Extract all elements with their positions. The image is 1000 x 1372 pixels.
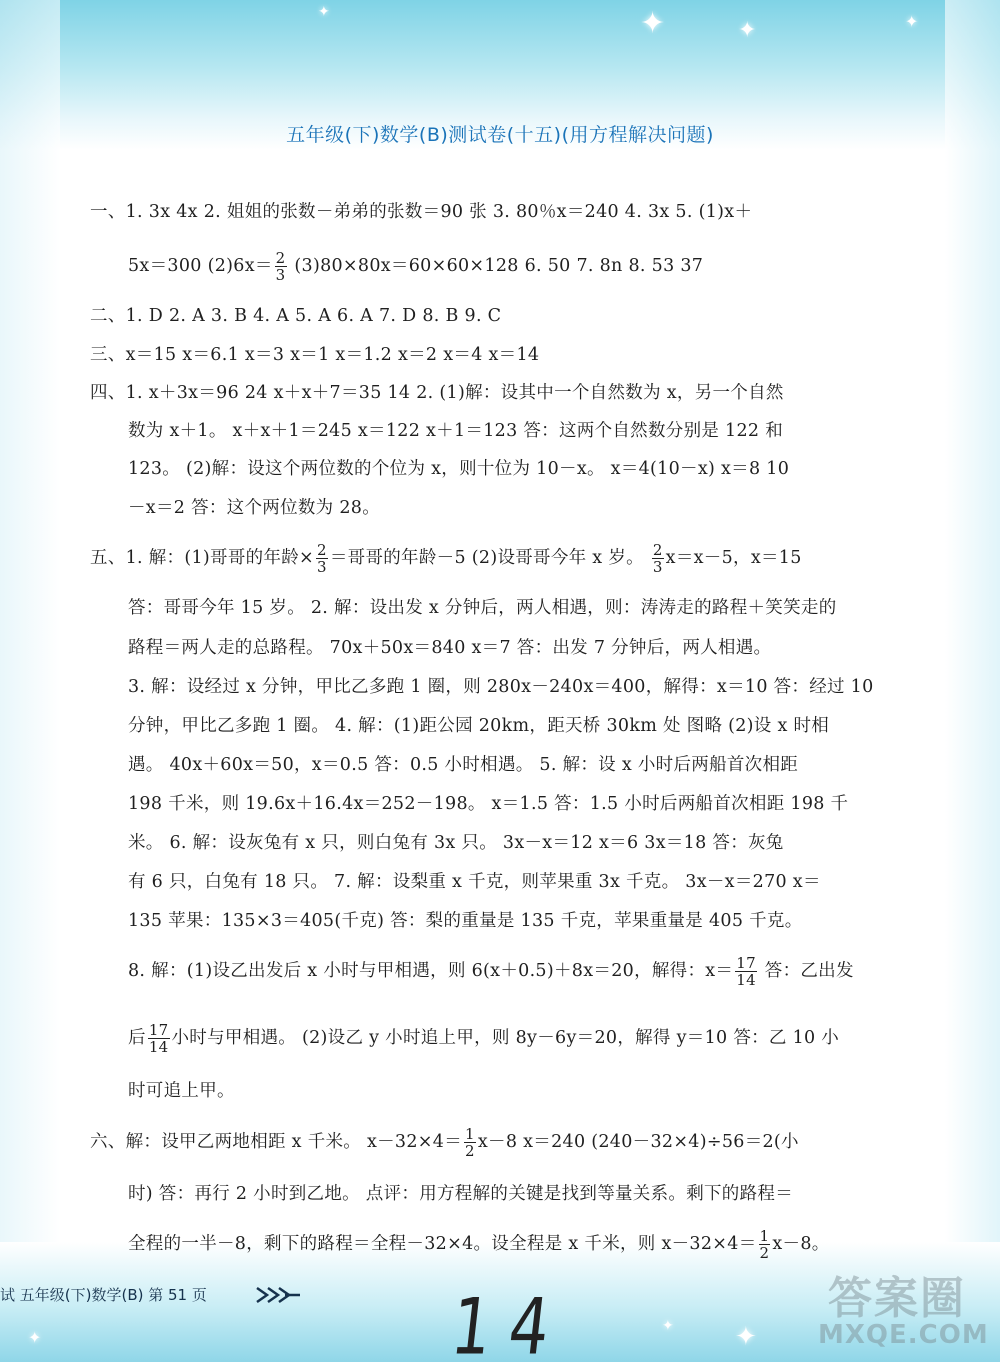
arrows-icon bbox=[255, 1284, 301, 1310]
fraction-denominator: 14 bbox=[736, 971, 756, 989]
answer-text: 答：乙出发 bbox=[758, 961, 854, 981]
fraction-numerator: 1 bbox=[465, 1125, 475, 1143]
answer-text: 五、1. 解：(1)哥哥的年龄× bbox=[90, 548, 315, 568]
fraction-denominator: 3 bbox=[317, 558, 327, 576]
answer-line: 一、1. 3x 4x 2. 姐姐的张数－弟弟的张数＝90 张 3. 80％x＝240 4. 3x 5. (1)x＋ bbox=[90, 202, 753, 222]
answer-text: x－8 x＝240 (240－32×4)÷56＝2(小 bbox=[477, 1132, 799, 1152]
fraction-denominator: 2 bbox=[759, 1244, 770, 1262]
sparkle-icon: ✦ bbox=[738, 18, 757, 43]
answer-line: 123。 (2)解：设这个两位数的个位为 x，则十位为 10－x。 x＝4(10－x) x＝8 10 bbox=[128, 459, 790, 479]
fraction-numerator: 2 bbox=[317, 541, 327, 559]
sparkle-icon: ✦ bbox=[28, 1328, 42, 1347]
fraction bbox=[464, 1126, 476, 1159]
fraction-numerator: 2 bbox=[275, 249, 286, 267]
answer-line bbox=[90, 1126, 922, 1159]
fraction-denominator: 2 bbox=[465, 1142, 475, 1160]
sparkle-icon: ✦ bbox=[735, 1322, 757, 1352]
fraction-numerator: 17 bbox=[736, 954, 756, 972]
fraction bbox=[316, 542, 328, 575]
answer-text: 5x＝300 (2)6x＝ bbox=[128, 256, 273, 276]
fraction bbox=[652, 542, 664, 575]
answer-text: 8. 解：(1)设乙出发后 x 小时与甲相遇，则 6(x＋0.5)＋8x＝20，解得：x＝ bbox=[128, 961, 734, 981]
answer-line bbox=[128, 955, 922, 988]
sparkle-icon: ✦ bbox=[640, 6, 666, 41]
answer-text: 小时与甲相遇。 (2)设乙 y 小时追上甲，则 8y－6y＝20，解得 y＝10 答：乙 10 小 bbox=[171, 1028, 840, 1048]
answer-line: 二、1. D 2. A 3. B 4. A 5. A 6. A 7. D 8. B 9. C bbox=[90, 306, 502, 326]
answer-line: －x＝2 答：这个两位数为 28。 bbox=[128, 498, 380, 518]
answer-line: 数为 x＋1。 x＋x＋1＝245 x＝122 x＋1＝123 答：这两个自然数分别是 122 和 bbox=[128, 421, 783, 441]
fraction bbox=[275, 250, 287, 283]
sparkle-icon: ✦ bbox=[905, 12, 919, 31]
answer-line: 分钟，甲比乙多跑 1 圈。 4. 解：(1)距公园 20km，距天桥 30km 处 图略 (2)设 x 时相 bbox=[128, 716, 830, 736]
fraction-denominator: 14 bbox=[148, 1038, 169, 1056]
watermark-url: MXQE.COM bbox=[818, 1320, 989, 1350]
answer-line: 时) 答：再行 2 小时到乙地。 点评：用方程解的关键是找到等量关系。剩下的路程＝ bbox=[128, 1184, 794, 1204]
answer-line: 3. 解：设经过 x 分钟，甲比乙多跑 1 圈，则 280x－240x＝400，解得：x＝10 答：经过 10 bbox=[128, 677, 874, 697]
answer-line: 135 苹果：135×3＝405(千克) 答：梨的重量是 135 千克，苹果重量是 405 千克。 bbox=[128, 911, 803, 931]
answer-line bbox=[128, 1022, 922, 1055]
fraction-numerator: 1 bbox=[759, 1227, 770, 1245]
answer-line: 三、x＝15 x＝6.1 x＝3 x＝1 x＝1.2 x＝2 x＝4 x＝14 bbox=[90, 345, 540, 365]
footer-text: 试 五年级(下)数学(B) 第 51 页 bbox=[0, 1286, 207, 1304]
answer-line bbox=[128, 1228, 922, 1261]
fraction bbox=[148, 1022, 170, 1055]
fraction-denominator: 3 bbox=[652, 558, 663, 576]
right-decorative-band bbox=[945, 0, 1000, 1362]
answer-text: x－8。 bbox=[772, 1234, 830, 1254]
answer-text: 后 bbox=[128, 1028, 146, 1048]
page-title: 五年级(下)数学(B)测试卷(十五)(用方程解决问题) bbox=[286, 124, 714, 146]
left-decorative-band bbox=[0, 0, 60, 1362]
answer-line bbox=[90, 542, 922, 575]
answer-line: 路程＝两人走的总路程。 70x＋50x＝840 x＝7 答：出发 7 分钟后，两人相遇。 bbox=[128, 638, 772, 658]
answer-line: 答：哥哥今年 15 岁。 2. 解：设出发 x 分钟后，两人相遇，则：涛涛走的路程＋笑笑走的 bbox=[128, 598, 837, 618]
answer-line bbox=[128, 250, 922, 283]
fraction-numerator: 2 bbox=[652, 541, 663, 559]
sparkle-icon: ✦ bbox=[662, 1318, 674, 1334]
answer-text: 六、解：设甲乙两地相距 x 千米。 x－32×4＝ bbox=[90, 1132, 462, 1152]
fraction-denominator: 3 bbox=[275, 266, 286, 284]
answer-text: 全程的一半－8，剩下的路程＝全程－32×4。设全程是 x 千米，则 x－32×4＝ bbox=[128, 1234, 757, 1254]
answer-text: x＝x－5，x＝15 bbox=[665, 548, 802, 568]
watermark bbox=[788, 1262, 988, 1357]
answer-line: 有 6 只，白兔有 18 只。 7. 解：设梨重 x 千克，则苹果重 3x 千克。 3x－x＝270 x＝ bbox=[128, 872, 821, 892]
handwritten-page-number: 14 bbox=[446, 1280, 573, 1372]
answer-line: 米。 6. 解：设灰兔有 x 只，则白兔有 3x 只。 3x－x＝12 x＝6 3x＝18 答：灰兔 bbox=[128, 833, 784, 853]
answer-line: 198 千米，则 19.6x＋16.4x＝252－198。 x＝1.5 答：1.5 小时后两船首次相距 198 千 bbox=[128, 794, 849, 814]
answer-line: 四、1. x＋3x＝96 24 x＋x＋7＝35 14 2. (1)解：设其中一个自然数为 x，另一个自然 bbox=[90, 383, 784, 403]
answer-text: (3)80×80x＝60×60×128 6. 50 7. 8n 8. 53 37 bbox=[288, 256, 704, 276]
fraction bbox=[759, 1228, 771, 1261]
answer-line: 遇。 40x＋60x＝50，x＝0.5 答：0.5 小时相遇。 5. 解：设 x 小时后两船首次相距 bbox=[128, 755, 799, 775]
answer-text: ＝哥哥的年龄－5 (2)设哥哥今年 x 岁。 bbox=[329, 548, 650, 568]
fraction-numerator: 17 bbox=[148, 1021, 169, 1039]
sparkle-icon: ✦ bbox=[318, 4, 330, 20]
fraction bbox=[735, 955, 757, 988]
watermark-logo: 答案圈 bbox=[828, 1273, 966, 1324]
answer-line: 时可追上甲。 bbox=[128, 1081, 235, 1101]
